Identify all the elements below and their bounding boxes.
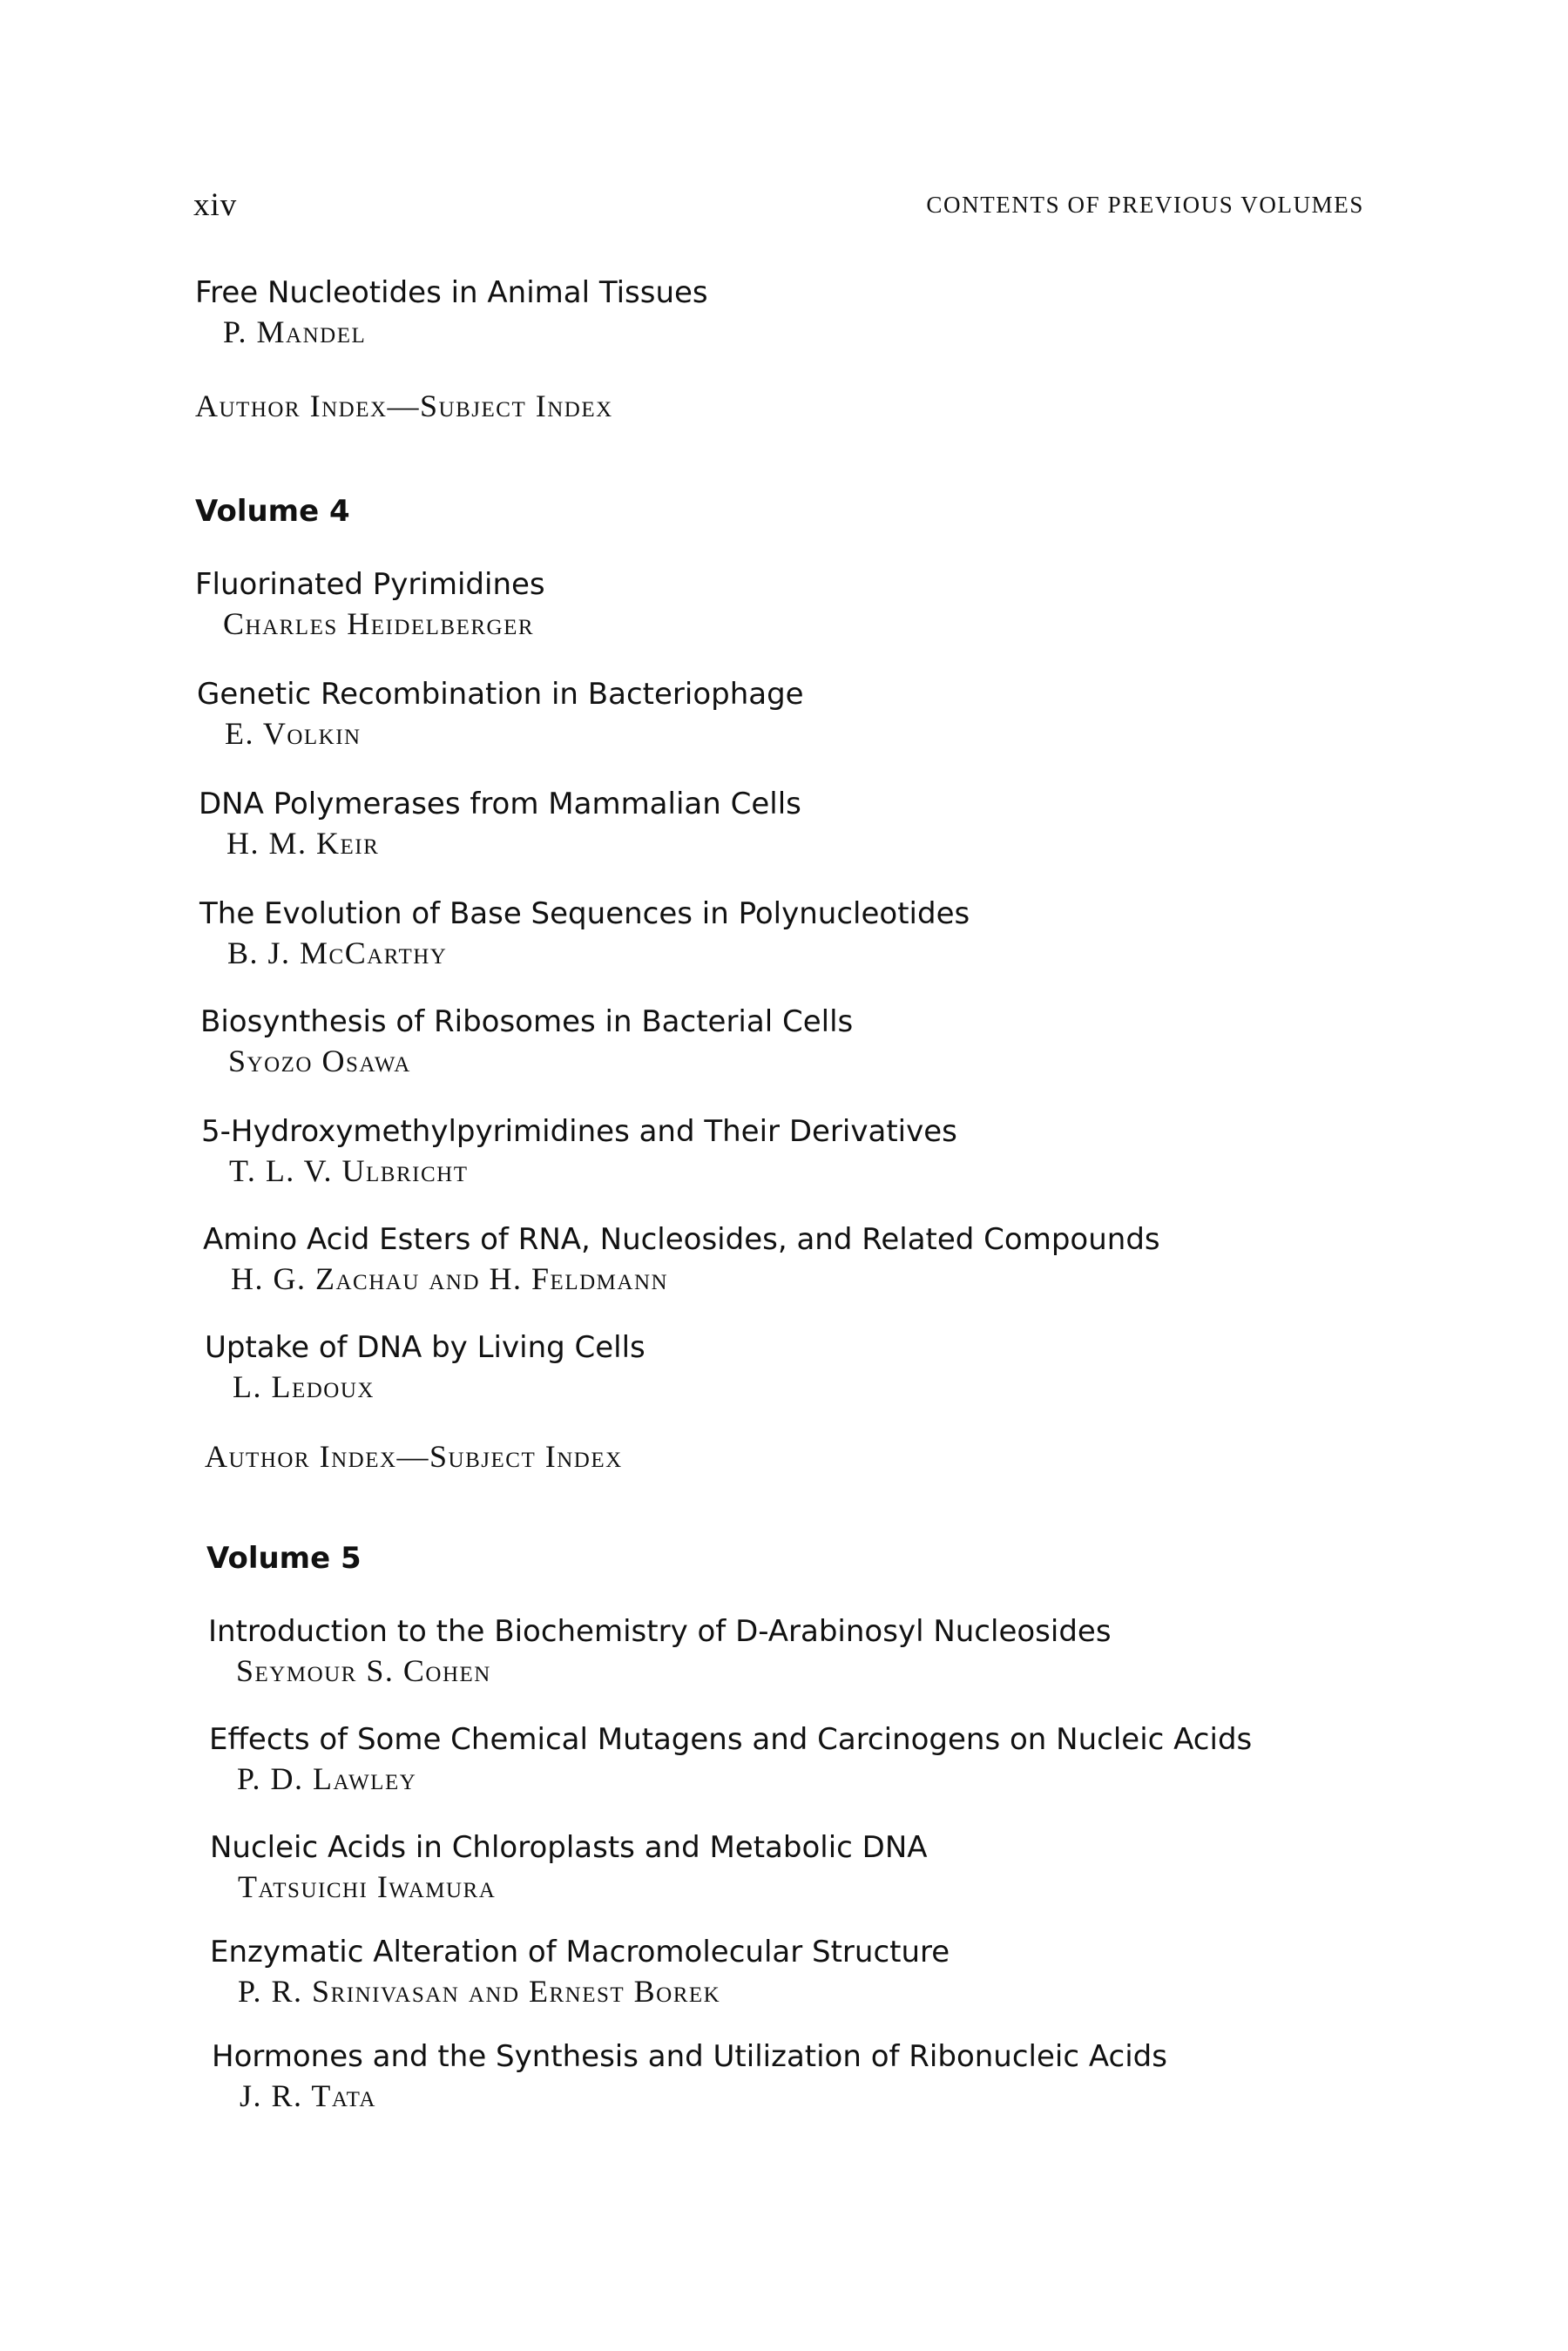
- entry-dna-polymerases: [199, 785, 801, 863]
- entry-title: Amino Acid Esters of RNA, Nucleosides, and Related Compounds: [203, 1222, 1160, 1257]
- volume-heading: Volume 4: [195, 494, 350, 529]
- entry-author: T. L. V. Ulbricht: [229, 1153, 469, 1188]
- entry-title: Genetic Recombination in Bacteriophage: [197, 677, 804, 712]
- volume4-heading-block: [195, 492, 350, 530]
- page-header: [193, 186, 1364, 221]
- entry-author: H. M. Keir: [226, 826, 380, 861]
- author-subject-index: Author Index—Subject Index: [205, 1439, 623, 1474]
- entry-author: H. G. Zachau and H. Feldmann: [231, 1261, 669, 1296]
- entry-title: Free Nucleotides in Animal Tissues: [195, 275, 708, 310]
- entry-title: Introduction to the Biochemistry of D-Arabinosyl Nucleosides: [208, 1614, 1112, 1649]
- entry-title: DNA Polymerases from Mammalian Cells: [199, 787, 801, 821]
- entry-author: E. Volkin: [225, 716, 362, 751]
- entry-title: Uptake of DNA by Living Cells: [205, 1330, 645, 1365]
- page-number: xiv: [193, 187, 238, 223]
- entry-title: Effects of Some Chemical Mutagens and Carcinogens on Nucleic Acids: [209, 1722, 1253, 1757]
- entry-author: B. J. McCarthy: [227, 936, 448, 970]
- entry-title: Biosynthesis of Ribosomes in Bacterial Cells: [200, 1004, 854, 1039]
- entry-hydroxymethylpyrimidines: [201, 1112, 957, 1191]
- entry-author: P. Mandel: [223, 314, 367, 349]
- entry-nucleic-acids-chloroplasts: [210, 1828, 928, 1907]
- entry-genetic-recombination: [197, 675, 804, 753]
- entry-author: P. D. Lawley: [237, 1761, 417, 1796]
- entry-title: Enzymatic Alteration of Macromolecular Structure: [210, 1935, 950, 1969]
- entry-hormones-synthesis: [212, 2037, 1167, 2116]
- volume3-index: [195, 386, 613, 426]
- entry-title: Fluorinated Pyrimidines: [195, 567, 545, 602]
- entry-author: Syozo Osawa: [228, 1044, 411, 1078]
- volume5-heading-block: [206, 1539, 362, 1577]
- entry-fluorinated-pyrimidines: [195, 565, 545, 644]
- entry-amino-acid-esters: [203, 1220, 1160, 1299]
- entry-author: L. Ledoux: [233, 1369, 375, 1404]
- entry-title: 5-Hydroxymethylpyrimidines and Their Derivatives: [201, 1114, 957, 1149]
- volume-heading: Volume 5: [206, 1541, 362, 1576]
- entry-chemical-mutagens: [209, 1720, 1252, 1799]
- entry-title: Hormones and the Synthesis and Utilization of Ribonucleic Acids: [212, 2039, 1167, 2074]
- entry-evolution-base-sequences: [199, 895, 970, 973]
- entry-author: Tatsuichi Iwamura: [238, 1869, 497, 1904]
- entry-free-nucleotides: [195, 274, 708, 352]
- entry-author: Charles Heidelberger: [223, 606, 535, 641]
- entry-introduction-arabinosyl: [208, 1612, 1112, 1691]
- entry-enzymatic-alteration: [210, 1933, 950, 2011]
- volume4-index: [205, 1436, 623, 1476]
- author-subject-index: Author Index—Subject Index: [195, 388, 613, 423]
- entry-author: Seymour S. Cohen: [236, 1653, 491, 1688]
- entry-biosynthesis-ribosomes: [200, 1003, 853, 1081]
- entry-author: P. R. Srinivasan and Ernest Borek: [238, 1974, 721, 2009]
- entry-title: The Evolution of Base Sequences in Polynucleotides: [199, 896, 970, 931]
- running-head: CONTENTS OF PREVIOUS VOLUMES: [926, 192, 1364, 218]
- entry-author: J. R. Tata: [240, 2078, 376, 2113]
- entry-uptake-dna: [205, 1328, 645, 1407]
- entry-title: Nucleic Acids in Chloroplasts and Metabolic DNA: [210, 1830, 928, 1865]
